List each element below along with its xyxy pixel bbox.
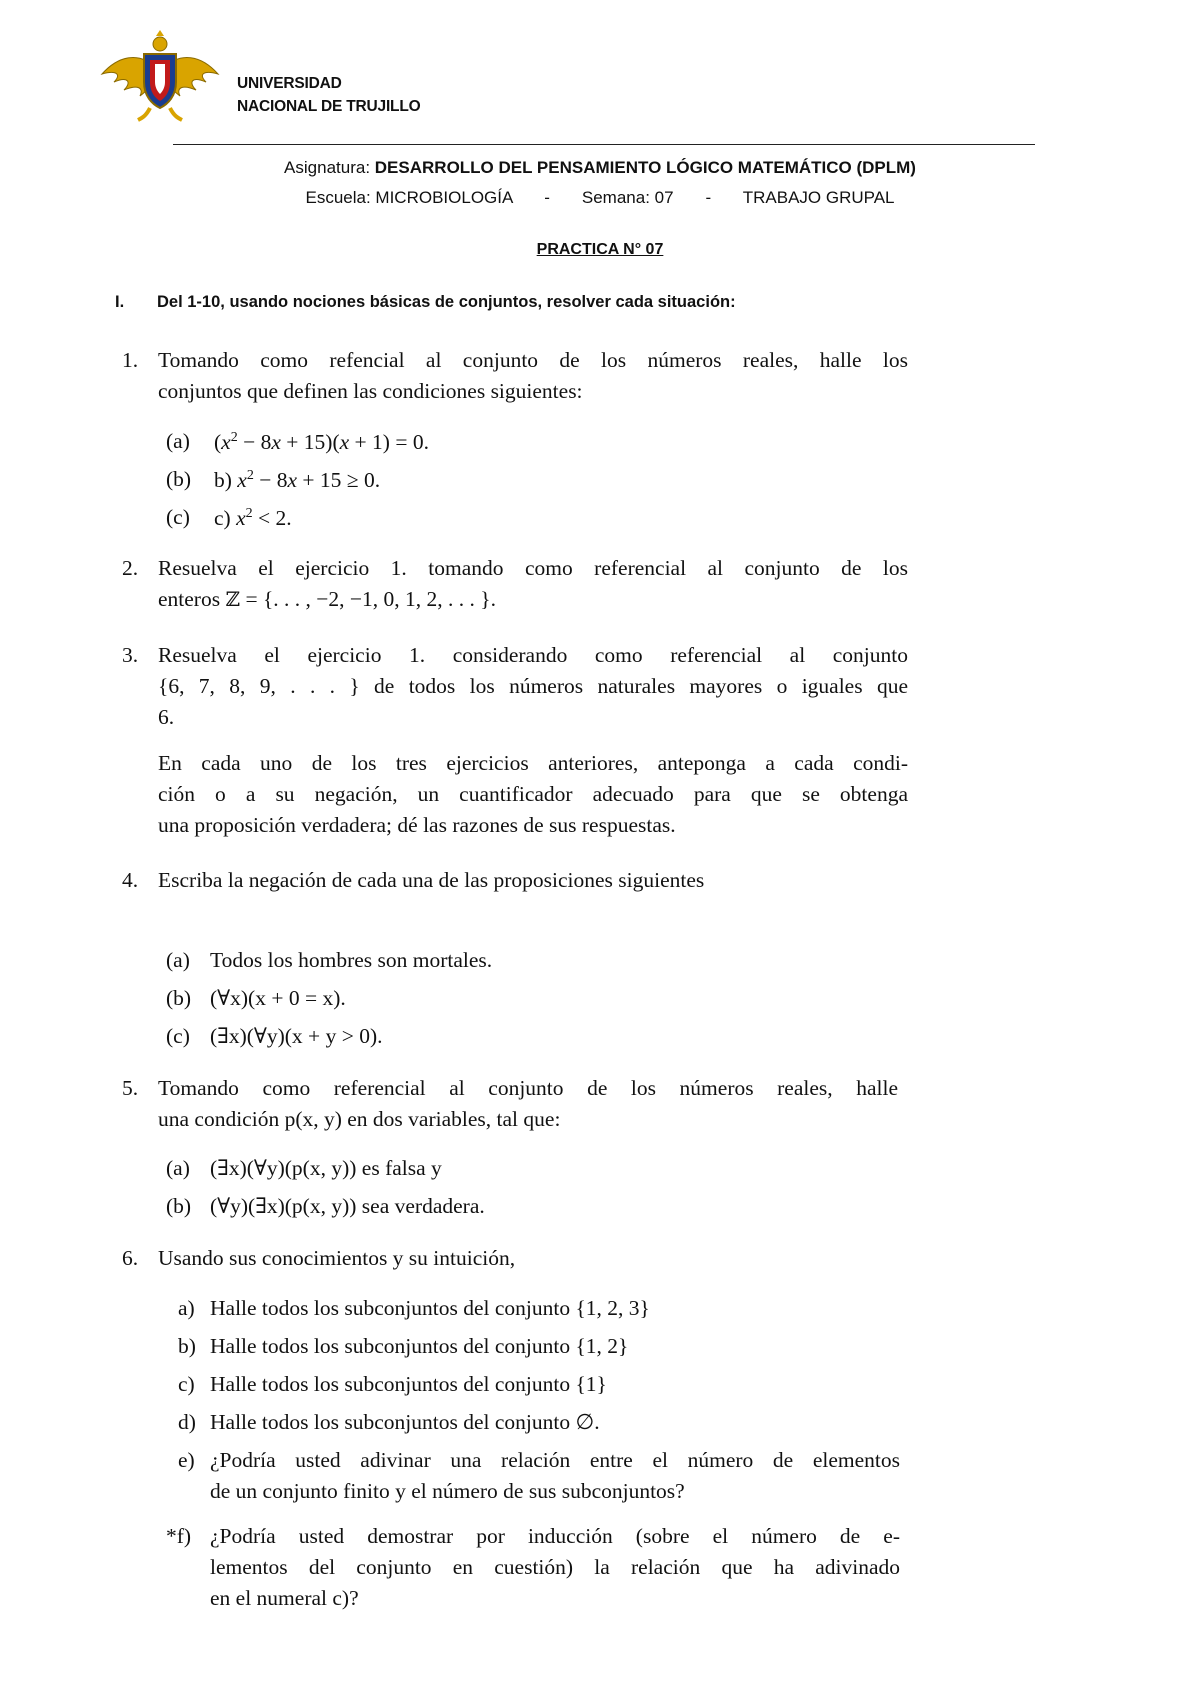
item-text: (∀y)(∃x)(p(x, y)) sea verdadera. xyxy=(210,1194,485,1218)
university-logo xyxy=(100,30,220,122)
question-text: Resuelva el ejercicio 1. considerando como referencial al conjunto xyxy=(158,643,908,667)
item-text: en el numeral c)? xyxy=(210,1586,359,1610)
question-text: Tomando como refencial al conjunto de los números reales, halle los xyxy=(158,348,908,372)
subject-label: Asignatura: xyxy=(284,158,371,177)
subject-name: DESARROLLO DEL PENSAMIENTO LÓGICO MATEMÁTICO (DPLM) xyxy=(374,158,916,177)
item-text: (∀x)(x + 0 = x). xyxy=(210,986,346,1010)
item-label: *f) xyxy=(166,1524,192,1548)
paragraph-text: ción o a su negación, un cuantificador adecuado para que se obtenga xyxy=(158,782,908,806)
item-text: Halle todos los subconjuntos del conjunto {1, 2, 3} xyxy=(210,1296,650,1320)
week-number: 07 xyxy=(654,188,674,207)
item-label: (b) xyxy=(166,1194,192,1218)
item-label: (c) xyxy=(166,1024,190,1048)
question-number: 3. xyxy=(122,643,139,667)
university-name-line2: NACIONAL DE TRUJILLO xyxy=(237,98,421,115)
question-text: conjuntos que definen las condiciones siguientes: xyxy=(158,379,583,403)
item-label: e) xyxy=(178,1448,195,1472)
item-text: ¿Podría usted demostrar por inducción (sobre el número de e- xyxy=(210,1524,900,1548)
item-label: c) xyxy=(178,1372,195,1396)
question-number: 6. xyxy=(122,1246,139,1270)
item-text: Todos los hombres son mortales. xyxy=(210,948,493,972)
question-number: 5. xyxy=(122,1076,139,1100)
section-instructions: Del 1-10, usando nociones básicas de conjuntos, resolver cada situación: xyxy=(157,293,736,311)
university-name-line1: UNIVERSIDAD xyxy=(237,75,342,92)
inequality: b) $x^2 - 8x + 15 \ge 0$. xyxy=(214,468,381,493)
item-label: a) xyxy=(178,1296,195,1320)
subject-line xyxy=(0,158,1200,178)
item-text: Halle todos los subconjuntos del conjunto {1} xyxy=(210,1372,607,1396)
item-label: d) xyxy=(178,1410,196,1434)
section-numeral: I. xyxy=(115,293,125,311)
question-text: Resuelva el ejercicio 1. tomando como referencial al conjunto de los xyxy=(158,556,908,580)
separator: - xyxy=(544,188,550,207)
school-line xyxy=(0,188,1200,208)
item-text: ¿Podría usted adivinar una relación entre el número de elementos xyxy=(210,1448,900,1472)
question-text: 6. xyxy=(158,705,175,729)
item-text: de un conjunto finito y el número de sus subconjuntos? xyxy=(210,1479,685,1503)
school-label: Escuela: xyxy=(305,188,371,207)
item-label: (b) xyxy=(166,986,192,1010)
item-text: Halle todos los subconjuntos del conjunto {1, 2} xyxy=(210,1334,629,1358)
school-name: MICROBIOLOGÍA xyxy=(375,188,513,207)
week-label: Semana: xyxy=(581,188,650,207)
equation: $(x^2 - 8x + 15)(x + 1) = 0$. xyxy=(214,430,429,455)
question-text: {6, 7, 8, 9, . . . } de todos los números naturales mayores o iguales que xyxy=(158,674,908,698)
item-label: (b) xyxy=(166,467,192,491)
question-text: Usando sus conocimientos y su intuición, xyxy=(158,1246,516,1270)
item-label: (a) xyxy=(166,429,190,453)
paragraph-text: En cada uno de los tres ejercicios anteriores, anteponga a cada condi- xyxy=(158,751,908,775)
work-type: TRABAJO GRUPAL xyxy=(742,188,895,207)
paragraph-text: una proposición verdadera; dé las razones de sus respuestas. xyxy=(158,813,676,837)
section-heading xyxy=(115,293,736,312)
item-label: b) xyxy=(178,1334,196,1358)
question-number: 4. xyxy=(122,868,139,892)
header-divider xyxy=(173,144,1035,145)
question-text: Escriba la negación de cada una de las proposiciones siguientes xyxy=(158,868,705,892)
practice-title: PRACTICA N° 07 xyxy=(536,241,664,258)
item-label: (c) xyxy=(166,505,190,529)
question-text: una condición p(x, y) en dos variables, tal que: xyxy=(158,1107,561,1131)
item-label: (a) xyxy=(166,1156,190,1180)
inequality: c) $x^2 < 2$. xyxy=(214,506,292,531)
item-text: (∃x)(∀y)(p(x, y)) es falsa y xyxy=(210,1156,442,1180)
item-text: lementos del conjunto en cuestión) la relación que ha adivinado xyxy=(210,1555,900,1579)
question-number: 2. xyxy=(122,556,139,580)
item-label: (a) xyxy=(166,948,190,972)
question-number: 1. xyxy=(122,348,139,372)
item-text: (∃x)(∀y)(x + y > 0). xyxy=(210,1024,383,1048)
question-text: Tomando como referencial al conjunto de los números reales, halle xyxy=(158,1076,898,1100)
question-text: enteros ℤ = {. . . , −2, −1, 0, 1, 2, . . . }. xyxy=(158,587,496,611)
separator: - xyxy=(705,188,712,207)
item-text: Halle todos los subconjuntos del conjunto ∅. xyxy=(210,1410,600,1434)
